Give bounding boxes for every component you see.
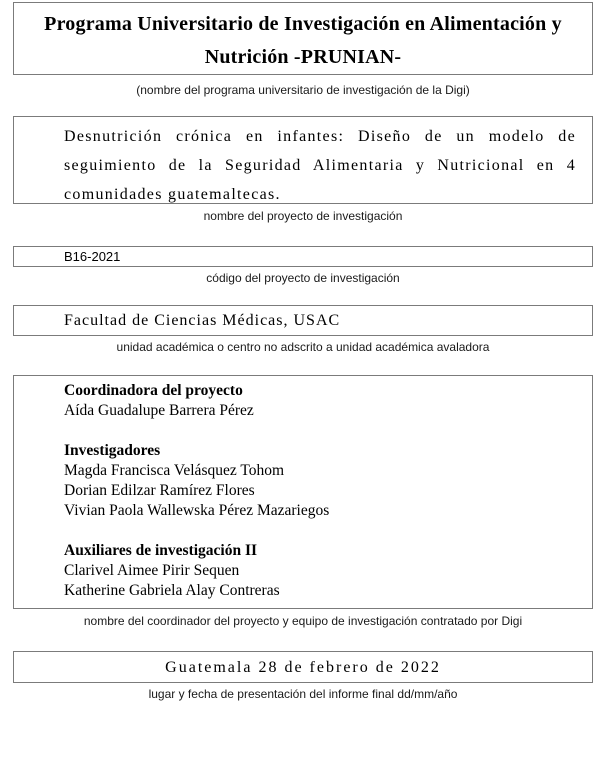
project-code-box: B16-2021 [13, 246, 593, 267]
place-date-box: Guatemala 28 de febrero de 2022 [13, 651, 593, 683]
unit-caption: unidad académica o centro no adscrito a unidad académica avaladora [116, 340, 490, 354]
team-member: Magda Francisca Velásquez Tohom [64, 462, 285, 479]
project-name-box [13, 116, 593, 204]
team-heading-coordinator: Coordinadora del proyecto [64, 382, 243, 399]
team-member: Dorian Edilzar Ramírez Flores [64, 482, 255, 499]
project-title-line2: seguimiento de la Seguridad Alimentaria y Nutricional en 4 [64, 157, 576, 174]
team-caption: nombre del coordinador del proyecto y equipo de investigación contratado por Digi [83, 614, 523, 628]
program-title-line2: Nutrición -PRUNIAN- [204, 46, 402, 68]
team-member: Katherine Gabriela Alay Contreras [64, 582, 280, 599]
team-heading-researchers: Investigadores [64, 442, 161, 459]
code-caption: código del proyecto de investigación [206, 271, 400, 285]
project-title-line3: comunidades guatemaltecas. [64, 186, 281, 203]
team-heading-assistants: Auxiliares de investigación II [64, 542, 258, 559]
team-section-researchers [64, 441, 582, 521]
team-member: Aída Guadalupe Barrera Pérez [64, 402, 254, 419]
program-title-line1: Programa Universitario de Investigación en Alimentación y [44, 13, 562, 35]
program-caption: (nombre del programa universitario de investigación de la Digi) [136, 83, 470, 97]
team-member: Vivian Paola Wallewska Pérez Mazariegos [64, 502, 330, 519]
team-member: Clarivel Aimee Pirir Sequen [64, 562, 240, 579]
project-title-line1: Desnutrición crónica en infantes: Diseño de un modelo de [64, 128, 576, 145]
academic-unit-box: Facultad de Ciencias Médicas, USAC [13, 305, 593, 336]
team-box [13, 375, 593, 609]
project-caption: nombre del proyecto de investigación [203, 209, 403, 223]
team-section-coordinator [64, 381, 582, 421]
program-name-box [13, 2, 593, 75]
date-caption: lugar y fecha de presentación del informe final dd/mm/año [148, 687, 458, 701]
team-section-assistants [64, 541, 582, 601]
